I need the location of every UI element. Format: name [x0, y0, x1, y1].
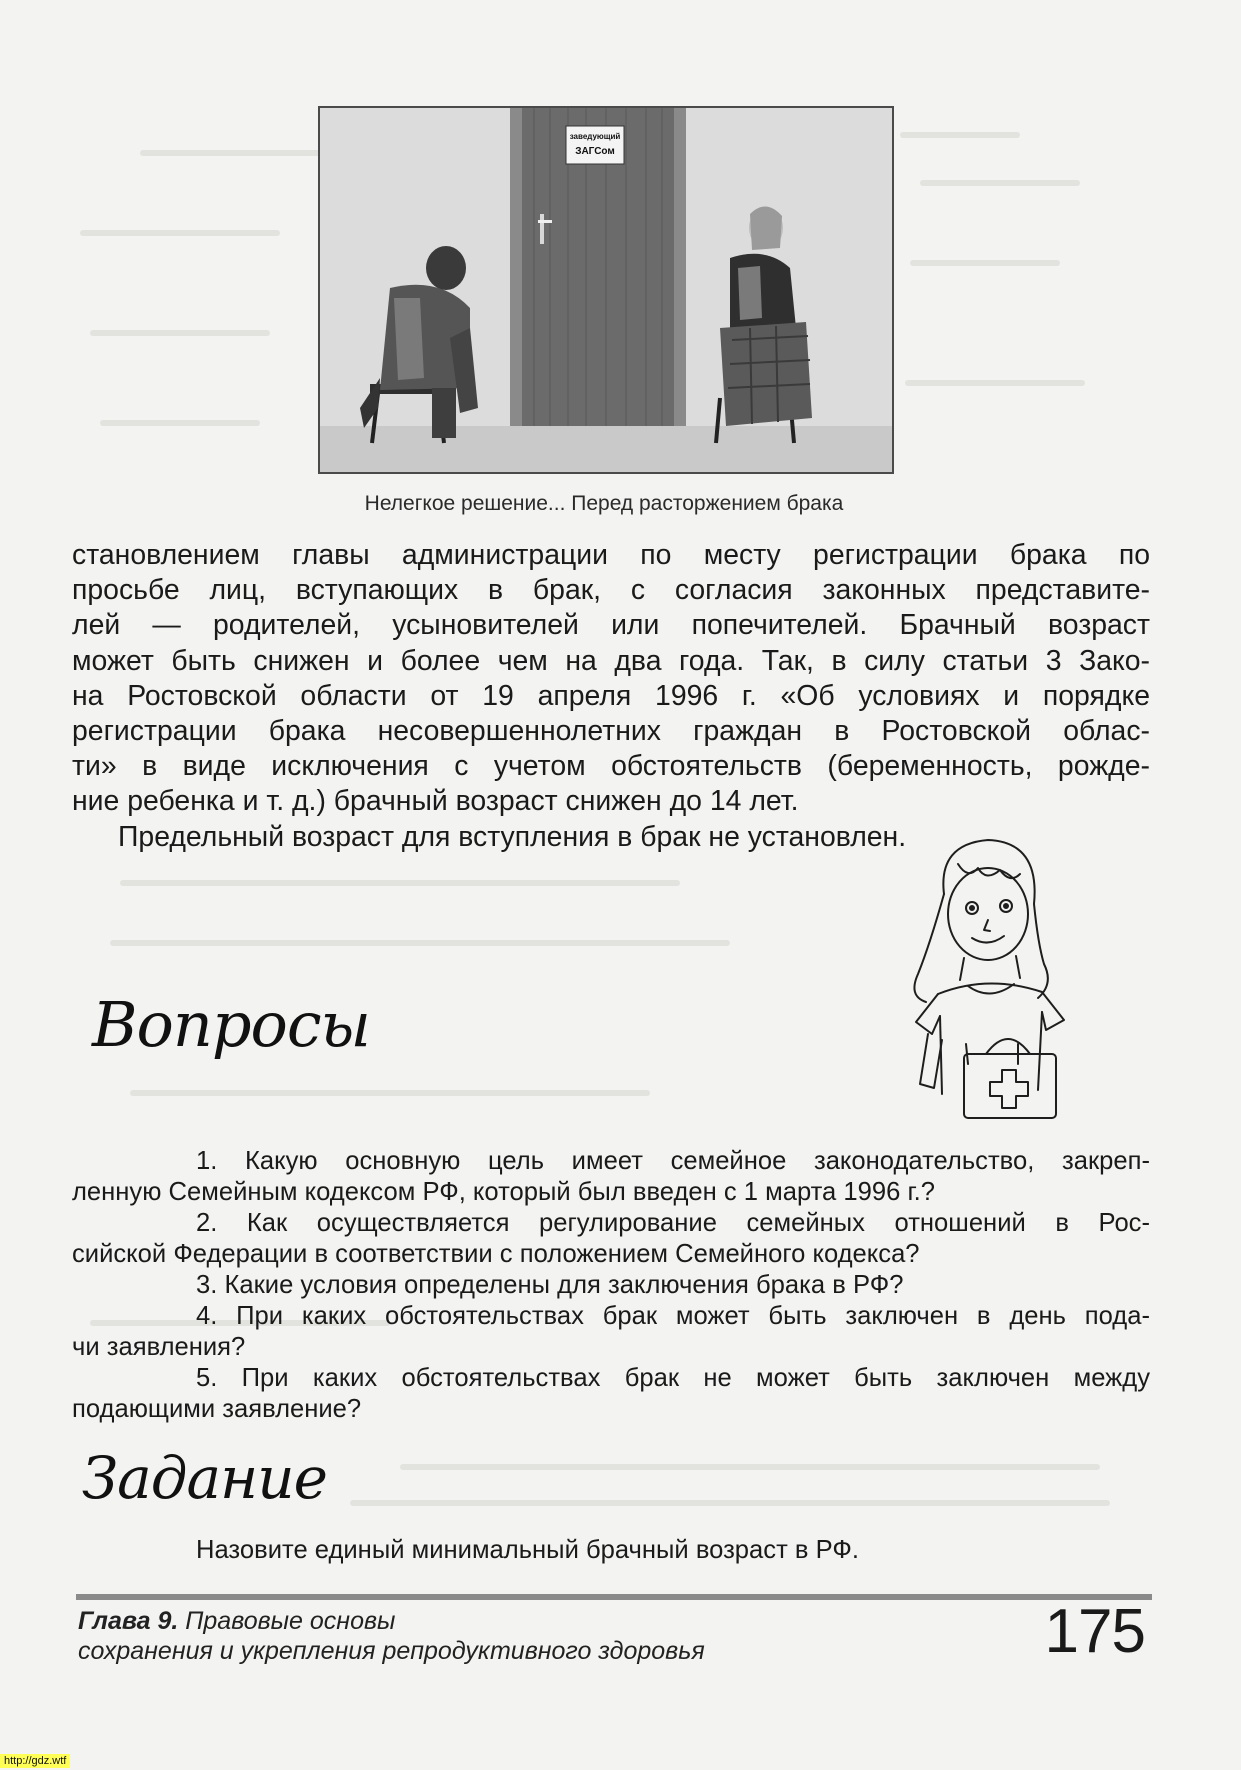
question-line: 5. При каких обстоятельствах брак не может быть заключен между: [196, 1364, 1150, 1392]
question-line: подающими заявление?: [72, 1395, 362, 1423]
figure-caption: Нелегкое решение... Перед расторжением брака: [364, 492, 844, 515]
body-line: лей — родителей, усыновителей или попечителей. Брачный возраст: [72, 609, 1150, 642]
body-line: регистрации брака несовершеннолетних граждан в Ростовской облас-: [72, 715, 1150, 748]
footer-divider: [76, 1594, 1152, 1600]
footer-chapter-line1: [78, 1606, 705, 1636]
body-line: просьбе лиц, вступающих в брак, с согласия законных представите-: [72, 574, 1150, 607]
body-line: становлением главы администрации по месту регистрации брака по: [72, 539, 1150, 571]
question-line: 2. Как осуществляется регулирование семейных отношений в Рос-: [196, 1209, 1150, 1237]
body-paragraph-2: Предельный возраст для вступления в брак не установлен.: [118, 820, 907, 853]
body-line: на Ростовской области от 19 апреля 1996 г. «Об условиях и порядке: [72, 679, 1150, 712]
chapter-label: Глава 9.: [78, 1607, 179, 1635]
chapter-title-line2: сохранения и укрепления репродуктивного здоровья: [78, 1637, 705, 1665]
question-line: ленную Семейным кодексом РФ, который был введен с 1 марта 1996 г.?: [72, 1178, 936, 1206]
girl-with-first-aid-bag-illustration: [868, 834, 1098, 1134]
question-line: 3. Какие условия определены для заключения брака в РФ?: [196, 1271, 904, 1299]
question-line: сийской Федерации в соответствии с положением Семейного кодекса?: [72, 1240, 920, 1268]
footer-chapter: [78, 1606, 705, 1666]
question-line: 4. При каких обстоятельствах брак может быть заключен в день пода-: [196, 1302, 1150, 1330]
task-text: Назовите единый минимальный брачный возраст в РФ.: [196, 1536, 859, 1564]
photo-before-divorce: [318, 106, 894, 474]
photo-illustration: [320, 108, 892, 472]
watermark-link[interactable]: http://gdz.wtf: [0, 1754, 70, 1768]
body-line: ти» в виде исключения с учетом обстоятельств (беременность, рожде-: [72, 750, 1150, 783]
chapter-title-line1: Правовые основы: [185, 1607, 396, 1635]
task-heading: Задание: [82, 1444, 327, 1512]
body-line: может быть снижен и более чем на два года. Так, в силу статьи 3 Зако-: [72, 644, 1150, 677]
body-text: [72, 538, 1150, 855]
door-sign-line1: заведующий: [569, 132, 621, 141]
page-number: 175: [1044, 1597, 1145, 1666]
questions-heading: Вопросы: [92, 988, 371, 1061]
door-sign-line2: ЗАГСом: [575, 146, 615, 157]
question-line: 1. Какую основную цель имеет семейное законодательство, закреп-: [196, 1147, 1150, 1175]
questions-list: [72, 1146, 1150, 1425]
question-line: чи заявления?: [72, 1333, 246, 1361]
body-line: ние ребенка и т. д.) брачный возраст снижен до 14 лет.: [72, 785, 799, 818]
